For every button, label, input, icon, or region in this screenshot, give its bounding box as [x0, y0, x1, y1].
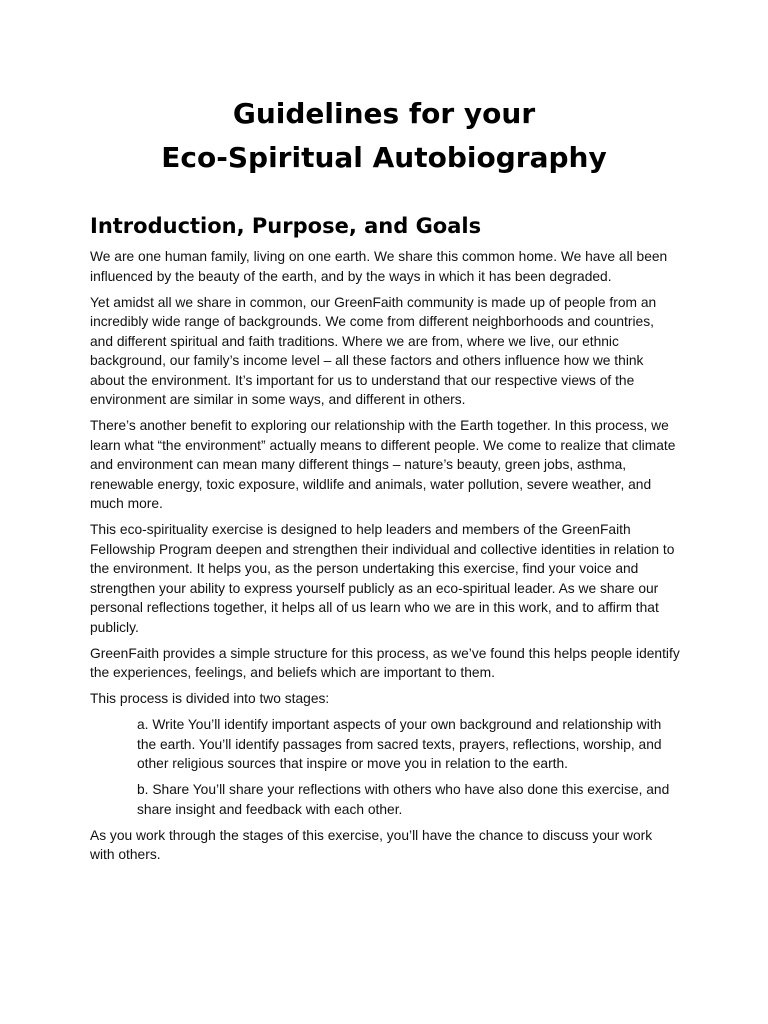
- body-text: [90, 247, 680, 871]
- paragraph: This eco-spirituality exercise is designed to help leaders and members of the GreenFaith Fellowship Program deepen and strengthen their individual and collective identities in relation to the environment. It helps you, as the person undertaking this exercise, find your voice and strengthen your ability to express yourself publicly as an eco-spiritual leader. As we share our personal reflections together, it helps all of us learn who we are in this work, and to affirm that publicly.: [90, 522, 675, 635]
- stage-write: a. Write You’ll identify important aspects of your own background and relationship with the earth. You’ll identify passages from sacred texts, prayers, reflections, worship, and other religious sources that inspire or move you in relation to the earth.: [137, 717, 662, 771]
- paragraph: This process is divided into two stages:: [90, 691, 330, 706]
- paragraph: Yet amidst all we share in common, our GreenFaith community is made up of people from an incredibly wide range of backgrounds. We come from different neighborhoods and countries, and different spiritual and faith traditions. Where we are from, where we live, our ethnic background, our family’s income level – all these factors and others influence how we think about the environment. It’s important for us to understand that our respective views of the environment are similar in some ways, and different in others.: [90, 294, 657, 407]
- paragraph: We are one human family, living on one earth. We share this common home. We have all been influenced by the beauty of the earth, and by the ways in which it has been degraded.: [90, 249, 668, 284]
- title-line-2: Eco-Spiritual Autobiography: [161, 141, 607, 174]
- document-title: [90, 92, 678, 180]
- paragraph: GreenFaith provides a simple structure for this process, as we’ve found this helps people identify the experiences, feelings, and beliefs which are important to them.: [90, 645, 680, 680]
- closing-paragraph: As you work through the stages of this exercise, you’ll have the chance to discuss your work with others.: [90, 827, 653, 862]
- stage-share: b. Share You’ll share your reflections with others who have also done this exercise, and share insight and feedback with each other.: [137, 782, 670, 817]
- title-line-1: Guidelines for your: [232, 97, 536, 130]
- paragraph: There’s another benefit to exploring our relationship with the Earth together. In this process, we learn what “the environment” actually means to different people. We come to realize that climate and environment can mean many different things – nature’s beauty, green jobs, asthma, renewable energy, toxic exposure, wildlife and animals, water pollution, severe weather, and much more.: [90, 418, 676, 511]
- section-heading: Introduction, Purpose, and Goals: [90, 214, 482, 238]
